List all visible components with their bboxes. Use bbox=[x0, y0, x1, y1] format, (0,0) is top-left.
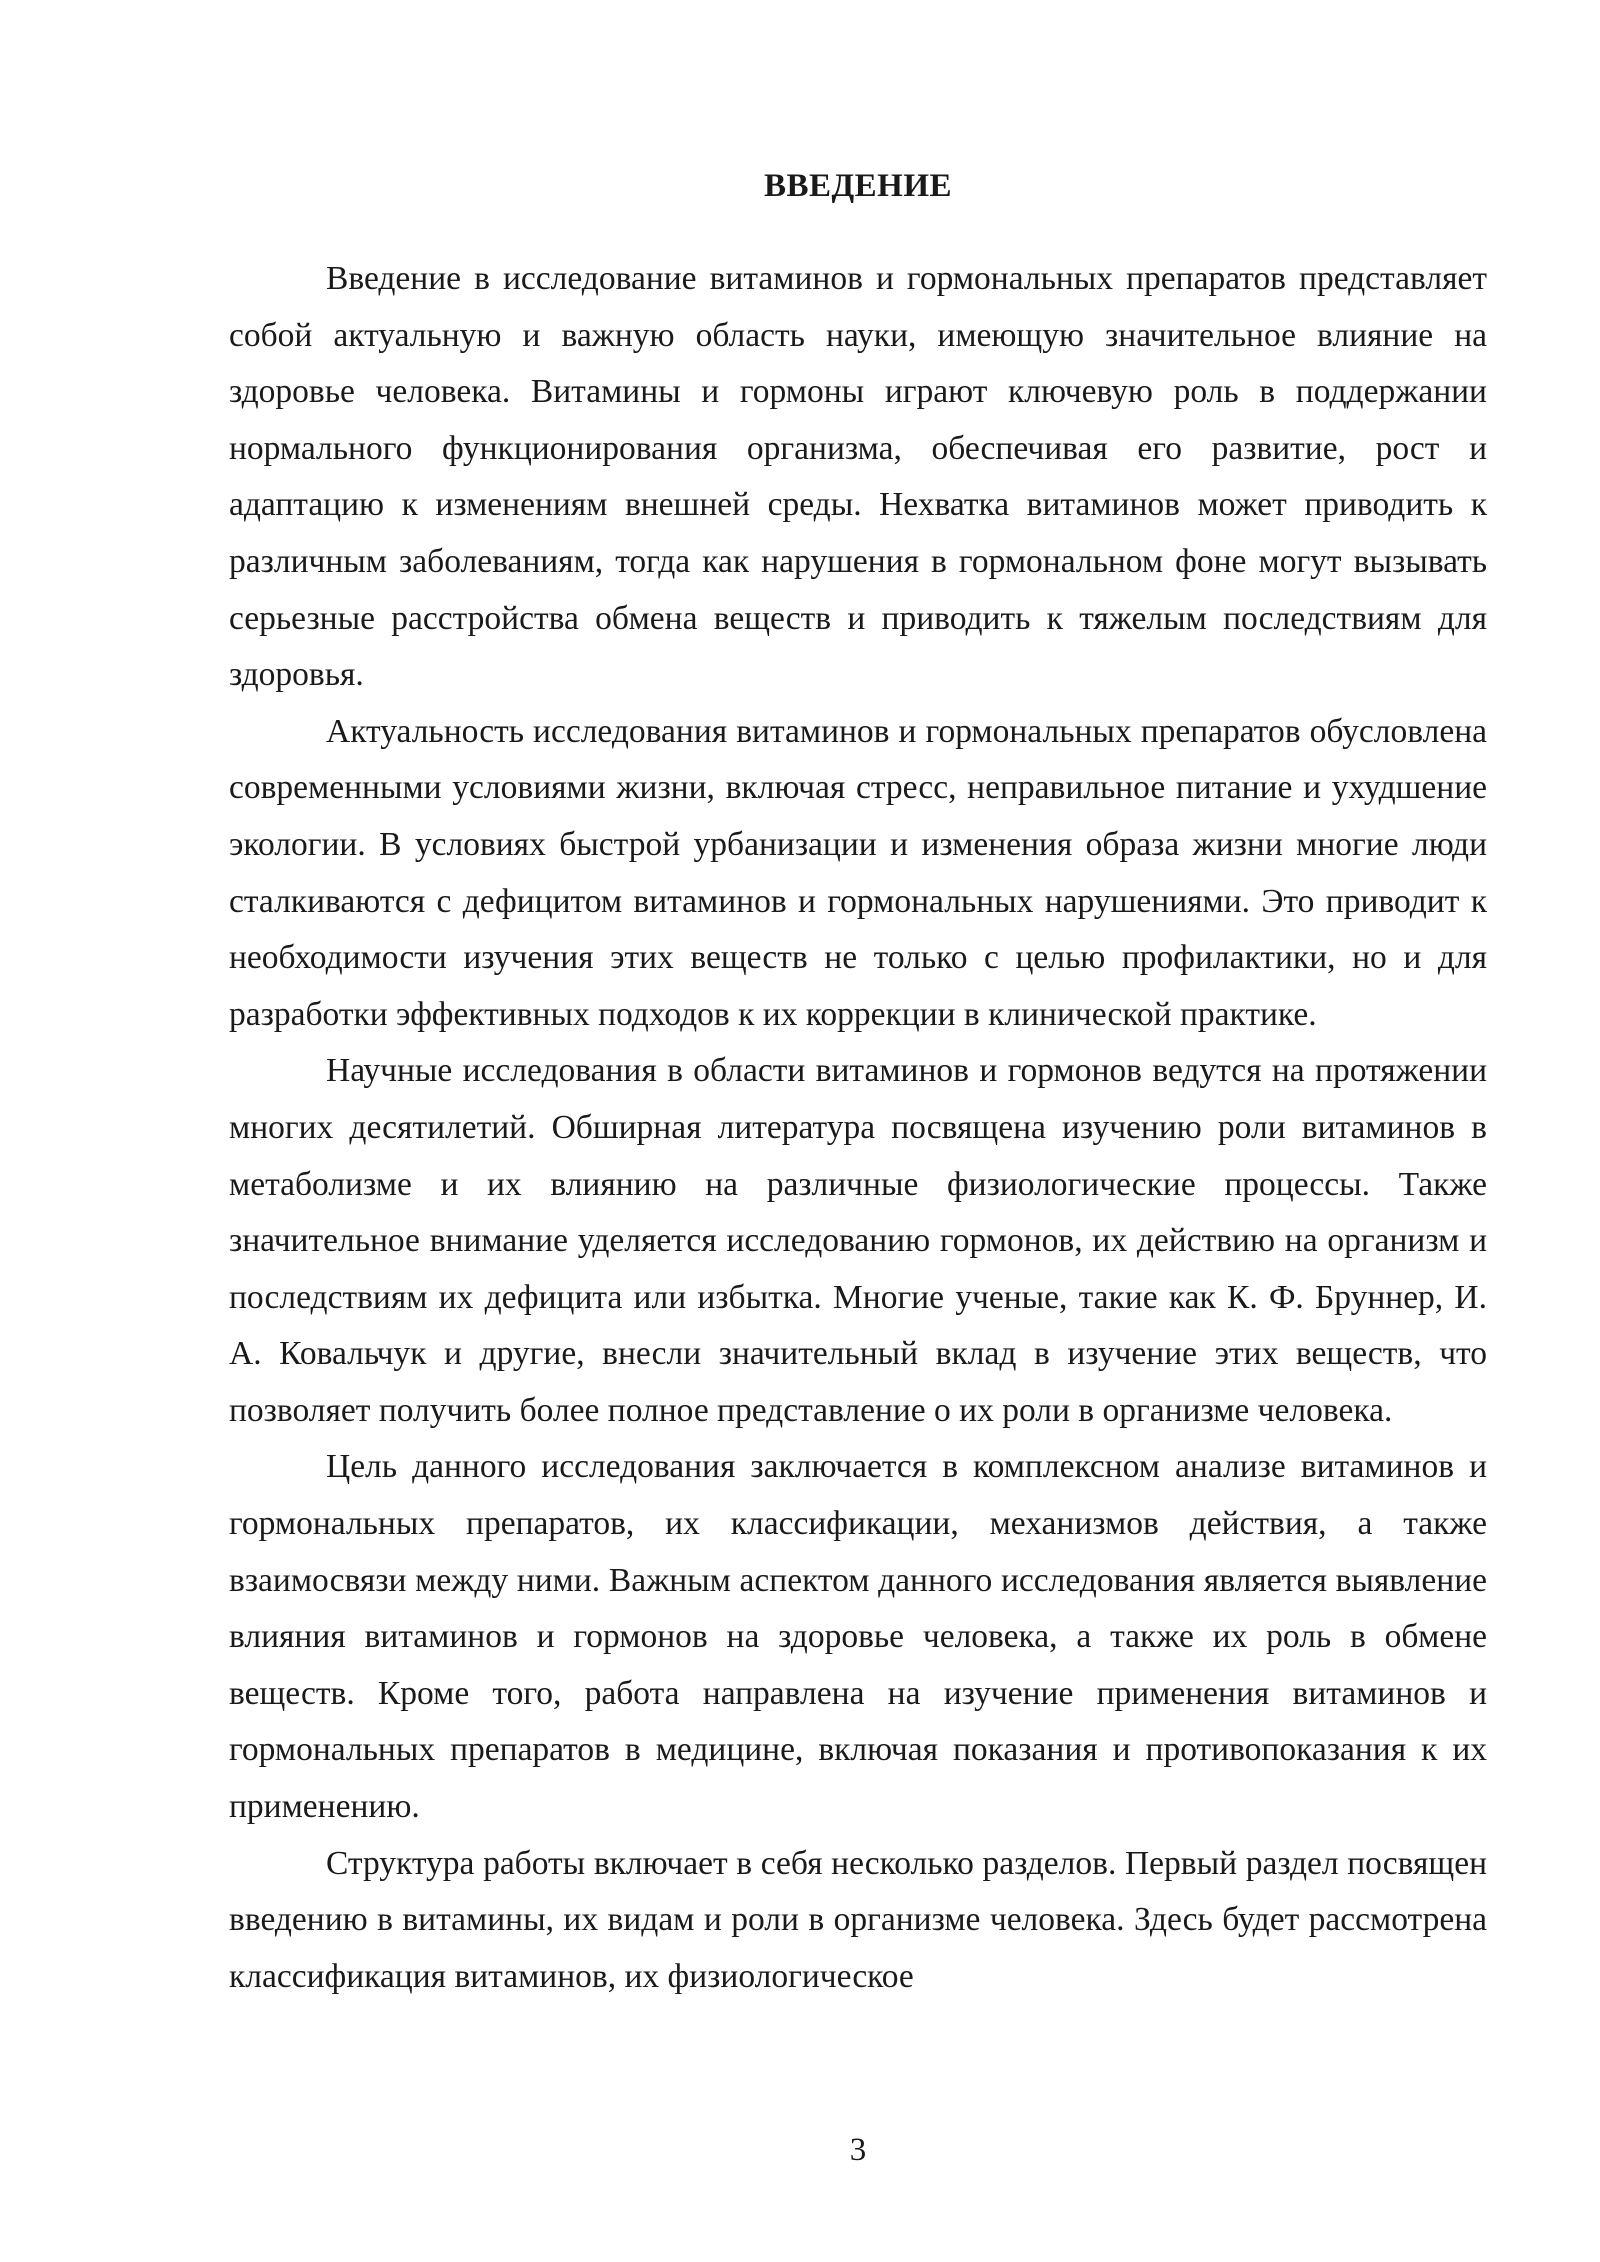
paragraph-structure: Структура работы включает в себя несколько разделов. Первый раздел посвящен введению в витамины, их видам и роли в организме человека. Здесь будет рассмотрена классификация витаминов, их физиологическое bbox=[229, 1844, 1487, 1995]
section-heading: ВВЕДЕНИЕ bbox=[763, 168, 953, 204]
body-text bbox=[229, 251, 1487, 2005]
paragraph-goal: Цель данного исследования заключается в комплексном анализе витаминов и гормональных препаратов, их классификации, механизмов действия, а также взаимосвязи между ними. Важным аспектом данного исследования является выявление влияния витаминов и гормонов на здоровье человека, а также их роль в обмене веществ. Кроме того, работа направлена на изучение применения витаминов и гормональных препаратов в медицине, включая показания и противопоказания к их применению. bbox=[229, 1448, 1487, 1826]
paragraph-relevance: Актуальность исследования витаминов и гормональных препаратов обусловлена современными условиями жизни, включая стресс, неправильное питание и ухудшение экологии. В условиях быстрой урбанизации и изменения образа жизни многие люди сталкиваются с дефицитом витаминов и гормональных нарушениями. Это приводит к необходимости изучения этих веществ не только с целью профилактики, но и для разработки эффективных подходов к их коррекции в клинической практике. bbox=[229, 712, 1487, 1033]
paragraph-research: Научные исследования в области витаминов и гормонов ведутся на протяжении многих десятилетий. Обширная литература посвящена изучению роли витаминов в метаболизме и их влиянию на различные физиологические процессы. Также значительное внимание уделяется исследованию гормонов, их действию на организм и последствиям их дефицита или избытка. Многие ученые, такие как К. Ф. Бруннер, И. А. Ковальчук и другие, внесли значительный вклад в изучение этих веществ, что позволяет получить более полное представление о их роли в организме человека. bbox=[229, 1052, 1487, 1429]
paragraph-introduction: Введение в исследование витаминов и гормональных препаратов представляет собой актуальную и важную область науки, имеющую значительное влияние на здоровье человека. Витамины и гормоны играют ключевую роль в поддержании нормального функционирования организма, обеспечивая его развитие, рост и адаптацию к изменениям внешней среды. Нехватка витаминов может приводить к различным заболеваниям, тогда как нарушения в гормональном фоне могут вызывать серьезные расстройства обмена веществ и приводить к тяжелым последствиям для здоровья. bbox=[229, 260, 1487, 694]
page-number: 3 bbox=[849, 2132, 867, 2168]
